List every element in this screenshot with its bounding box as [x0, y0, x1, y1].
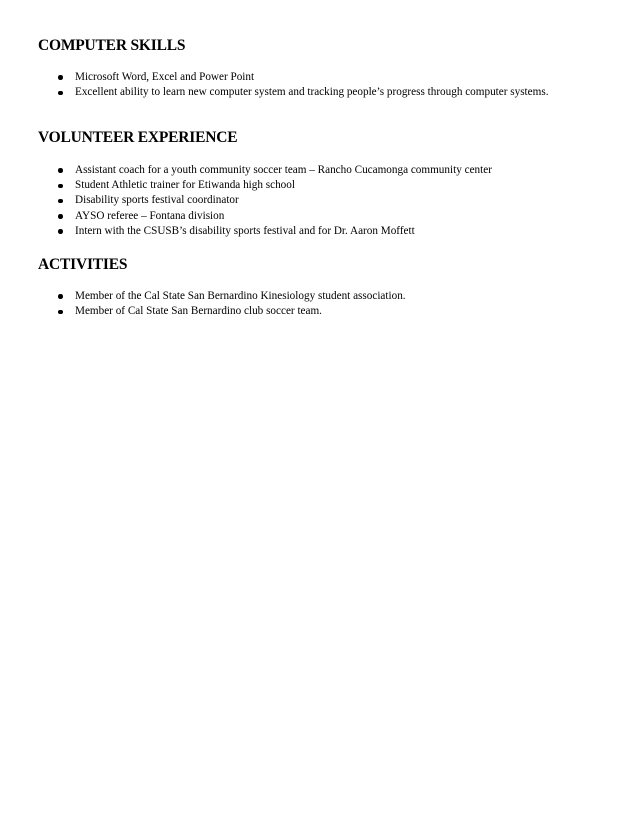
volunteer-experience-heading: VOLUNTEER EXPERIENCE [38, 129, 238, 146]
list-item: Assistant coach for a youth community soccer team – Rancho Cucamonga community center [0, 163, 600, 178]
bullet-icon [58, 184, 63, 189]
computer-skills-heading: COMPUTER SKILLS [38, 37, 186, 54]
activities-heading: ACTIVITIES [38, 256, 128, 273]
list-item: Disability sports festival coordinator [0, 193, 600, 208]
list-item: Member of Cal State San Bernardino club soccer team. [0, 304, 600, 319]
bullet-icon [58, 214, 63, 219]
activities-list [0, 289, 600, 319]
bullet-icon [58, 310, 63, 315]
list-item: Member of the Cal State San Bernardino Kinesiology student association. [0, 289, 600, 304]
volunteer-experience-list [0, 163, 600, 239]
computer-skills-list [0, 70, 600, 100]
bullet-icon [58, 75, 63, 80]
bullet-icon [58, 168, 63, 173]
bullet-icon [58, 91, 63, 96]
list-item: AYSO referee – Fontana division [0, 209, 600, 224]
list-item: Intern with the CSUSB’s disability sports festival and for Dr. Aaron Moffett [0, 224, 600, 239]
list-item: Microsoft Word, Excel and Power Point [0, 70, 600, 85]
list-item: Student Athletic trainer for Etiwanda high school [0, 178, 600, 193]
bullet-icon [58, 294, 63, 299]
list-item: Excellent ability to learn new computer system and tracking people’s progress through computer systems. [0, 85, 600, 100]
bullet-icon [58, 229, 63, 234]
bullet-icon [58, 199, 63, 204]
